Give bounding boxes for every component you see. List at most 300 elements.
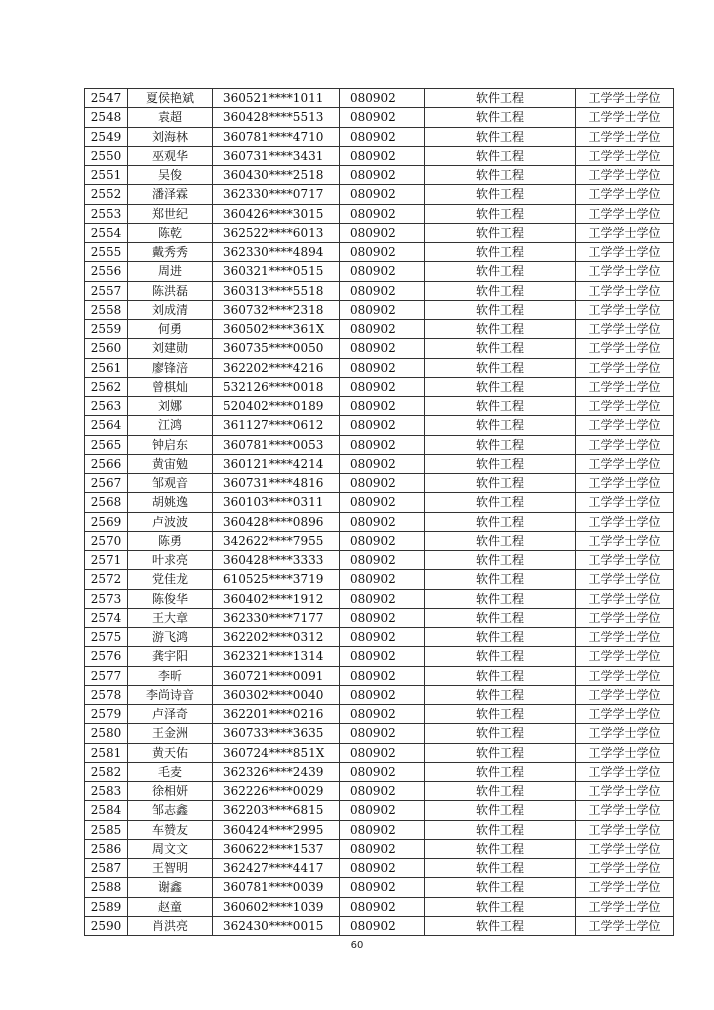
id-number: 360428****0896 — [213, 512, 340, 531]
id-number: 362522****6013 — [213, 223, 340, 242]
major-name: 软件工程 — [425, 416, 576, 435]
id-number: 360781****0039 — [213, 878, 340, 897]
table-row — [85, 262, 674, 281]
student-name: 胡姚逸 — [128, 493, 213, 512]
id-number: 362330****4894 — [213, 243, 340, 262]
row-number: 2564 — [85, 416, 128, 435]
student-name: 肖洪亮 — [128, 916, 213, 935]
table-row — [85, 339, 674, 358]
id-number: 360724****851X — [213, 743, 340, 762]
row-number: 2561 — [85, 358, 128, 377]
major-name: 软件工程 — [425, 647, 576, 666]
student-name: 巫观华 — [128, 146, 213, 165]
row-number: 2552 — [85, 185, 128, 204]
table-row — [85, 859, 674, 878]
table-row — [85, 493, 674, 512]
row-number: 2547 — [85, 89, 128, 108]
degree-type: 工学学士学位 — [576, 493, 674, 512]
major-name: 软件工程 — [425, 127, 576, 146]
degree-type: 工学学士学位 — [576, 512, 674, 531]
id-number: 360602****1039 — [213, 897, 340, 916]
id-number: 360731****4816 — [213, 474, 340, 493]
degree-type: 工学学士学位 — [576, 685, 674, 704]
table-row — [85, 820, 674, 839]
degree-type: 工学学士学位 — [576, 878, 674, 897]
row-number: 2568 — [85, 493, 128, 512]
degree-type: 工学学士学位 — [576, 859, 674, 878]
major-code: 080902 — [340, 454, 425, 473]
table-row — [85, 897, 674, 916]
student-name: 曾棋灿 — [128, 377, 213, 396]
id-number: 362427****4417 — [213, 859, 340, 878]
row-number: 2566 — [85, 454, 128, 473]
major-name: 软件工程 — [425, 435, 576, 454]
degree-type: 工学学士学位 — [576, 820, 674, 839]
row-number: 2548 — [85, 108, 128, 127]
row-number: 2562 — [85, 377, 128, 396]
major-code: 080902 — [340, 127, 425, 146]
table-row — [85, 531, 674, 550]
major-name: 软件工程 — [425, 223, 576, 242]
table-row — [85, 281, 674, 300]
student-name: 车赞友 — [128, 820, 213, 839]
degree-type: 工学学士学位 — [576, 185, 674, 204]
student-name: 黄宙勉 — [128, 454, 213, 473]
major-code: 080902 — [340, 108, 425, 127]
row-number: 2554 — [85, 223, 128, 242]
major-code: 080902 — [340, 512, 425, 531]
major-name: 软件工程 — [425, 493, 576, 512]
id-number: 360424****2995 — [213, 820, 340, 839]
major-name: 软件工程 — [425, 878, 576, 897]
major-code: 080902 — [340, 916, 425, 935]
degree-type: 工学学士学位 — [576, 377, 674, 396]
degree-type: 工学学士学位 — [576, 89, 674, 108]
row-number: 2573 — [85, 589, 128, 608]
student-name: 钟启东 — [128, 435, 213, 454]
student-name: 刘成清 — [128, 300, 213, 319]
degree-type: 工学学士学位 — [576, 897, 674, 916]
id-number: 360781****0053 — [213, 435, 340, 454]
row-number: 2580 — [85, 724, 128, 743]
row-number: 2551 — [85, 166, 128, 185]
major-name: 软件工程 — [425, 589, 576, 608]
row-number: 2550 — [85, 146, 128, 165]
row-number: 2585 — [85, 820, 128, 839]
degree-type: 工学学士学位 — [576, 108, 674, 127]
student-name: 刘娜 — [128, 397, 213, 416]
id-number: 360402****1912 — [213, 589, 340, 608]
degree-type: 工学学士学位 — [576, 397, 674, 416]
degree-type: 工学学士学位 — [576, 320, 674, 339]
row-number: 2587 — [85, 859, 128, 878]
major-name: 软件工程 — [425, 397, 576, 416]
student-name: 周进 — [128, 262, 213, 281]
student-name: 党佳龙 — [128, 570, 213, 589]
id-number: 360733****3635 — [213, 724, 340, 743]
student-name: 李尚诗音 — [128, 685, 213, 704]
major-code: 080902 — [340, 320, 425, 339]
table-row — [85, 397, 674, 416]
row-number: 2579 — [85, 705, 128, 724]
major-name: 软件工程 — [425, 705, 576, 724]
major-code: 080902 — [340, 666, 425, 685]
degree-type: 工学学士学位 — [576, 839, 674, 858]
id-number: 362326****2439 — [213, 762, 340, 781]
student-name: 龚宇阳 — [128, 647, 213, 666]
major-code: 080902 — [340, 570, 425, 589]
major-code: 080902 — [340, 185, 425, 204]
major-code: 080902 — [340, 397, 425, 416]
student-name: 吴俊 — [128, 166, 213, 185]
major-code: 080902 — [340, 531, 425, 550]
id-number: 360103****0311 — [213, 493, 340, 512]
major-code: 080902 — [340, 358, 425, 377]
degree-type: 工学学士学位 — [576, 743, 674, 762]
row-number: 2565 — [85, 435, 128, 454]
row-number: 2569 — [85, 512, 128, 531]
row-number: 2553 — [85, 204, 128, 223]
student-name: 刘建勋 — [128, 339, 213, 358]
student-name: 陈俊华 — [128, 589, 213, 608]
table-row — [85, 782, 674, 801]
major-name: 软件工程 — [425, 454, 576, 473]
row-number: 2574 — [85, 608, 128, 627]
id-number: 362203****6815 — [213, 801, 340, 820]
student-name: 江鸿 — [128, 416, 213, 435]
row-number: 2582 — [85, 762, 128, 781]
id-number: 360521****1011 — [213, 89, 340, 108]
table-row — [85, 743, 674, 762]
student-name: 李昕 — [128, 666, 213, 685]
degree-type: 工学学士学位 — [576, 551, 674, 570]
degree-type: 工学学士学位 — [576, 762, 674, 781]
major-name: 软件工程 — [425, 474, 576, 493]
student-name: 毛麦 — [128, 762, 213, 781]
major-code: 080902 — [340, 377, 425, 396]
degree-type: 工学学士学位 — [576, 801, 674, 820]
major-name: 软件工程 — [425, 204, 576, 223]
id-number: 362330****7177 — [213, 608, 340, 627]
page-number: 60 — [350, 940, 364, 951]
student-name: 邹观音 — [128, 474, 213, 493]
student-name: 卢波波 — [128, 512, 213, 531]
row-number: 2576 — [85, 647, 128, 666]
table-row — [85, 589, 674, 608]
student-name: 潘泽霖 — [128, 185, 213, 204]
major-name: 软件工程 — [425, 512, 576, 531]
id-number: 362430****0015 — [213, 916, 340, 935]
id-number: 360121****4214 — [213, 454, 340, 473]
major-name: 软件工程 — [425, 243, 576, 262]
major-code: 080902 — [340, 724, 425, 743]
major-name: 软件工程 — [425, 859, 576, 878]
table-row — [85, 878, 674, 897]
major-name: 软件工程 — [425, 166, 576, 185]
row-number: 2557 — [85, 281, 128, 300]
row-number: 2549 — [85, 127, 128, 146]
student-name: 徐相妍 — [128, 782, 213, 801]
degree-type: 工学学士学位 — [576, 628, 674, 647]
major-name: 软件工程 — [425, 628, 576, 647]
row-number: 2577 — [85, 666, 128, 685]
major-code: 080902 — [340, 878, 425, 897]
id-number: 362226****0029 — [213, 782, 340, 801]
degree-type: 工学学士学位 — [576, 416, 674, 435]
student-name: 邹志鑫 — [128, 801, 213, 820]
degree-type: 工学学士学位 — [576, 782, 674, 801]
table-row — [85, 685, 674, 704]
degree-type: 工学学士学位 — [576, 358, 674, 377]
table-row — [85, 666, 674, 685]
student-name: 郑世纪 — [128, 204, 213, 223]
major-name: 软件工程 — [425, 897, 576, 916]
major-name: 软件工程 — [425, 339, 576, 358]
major-code: 080902 — [340, 281, 425, 300]
table-row — [85, 127, 674, 146]
degree-list-table — [84, 88, 674, 936]
id-number: 360731****3431 — [213, 146, 340, 165]
major-name: 软件工程 — [425, 531, 576, 550]
id-number: 520402****0189 — [213, 397, 340, 416]
major-name: 软件工程 — [425, 89, 576, 108]
degree-type: 工学学士学位 — [576, 916, 674, 935]
id-number: 360721****0091 — [213, 666, 340, 685]
table-row — [85, 512, 674, 531]
student-name: 黄天佑 — [128, 743, 213, 762]
major-code: 080902 — [340, 474, 425, 493]
major-code: 080902 — [340, 628, 425, 647]
degree-type: 工学学士学位 — [576, 435, 674, 454]
major-code: 080902 — [340, 243, 425, 262]
row-number: 2560 — [85, 339, 128, 358]
degree-type: 工学学士学位 — [576, 570, 674, 589]
student-name: 王金洲 — [128, 724, 213, 743]
major-code: 080902 — [340, 300, 425, 319]
table-row — [85, 435, 674, 454]
table-row — [85, 223, 674, 242]
major-code: 080902 — [340, 801, 425, 820]
table-row — [85, 108, 674, 127]
degree-type: 工学学士学位 — [576, 262, 674, 281]
row-number: 2575 — [85, 628, 128, 647]
major-name: 软件工程 — [425, 300, 576, 319]
table-body — [85, 89, 674, 936]
major-code: 080902 — [340, 551, 425, 570]
row-number: 2570 — [85, 531, 128, 550]
row-number: 2578 — [85, 685, 128, 704]
major-code: 080902 — [340, 608, 425, 627]
id-number: 360313****5518 — [213, 281, 340, 300]
student-name: 王智明 — [128, 859, 213, 878]
major-name: 软件工程 — [425, 608, 576, 627]
major-code: 080902 — [340, 705, 425, 724]
major-code: 080902 — [340, 685, 425, 704]
student-name: 廖锋涪 — [128, 358, 213, 377]
major-name: 软件工程 — [425, 185, 576, 204]
id-number: 342622****7955 — [213, 531, 340, 550]
degree-type: 工学学士学位 — [576, 127, 674, 146]
id-number: 360426****3015 — [213, 204, 340, 223]
major-code: 080902 — [340, 897, 425, 916]
row-number: 2571 — [85, 551, 128, 570]
row-number: 2563 — [85, 397, 128, 416]
major-name: 软件工程 — [425, 839, 576, 858]
table-row — [85, 185, 674, 204]
degree-type: 工学学士学位 — [576, 166, 674, 185]
degree-type: 工学学士学位 — [576, 146, 674, 165]
major-name: 软件工程 — [425, 146, 576, 165]
table-row — [85, 762, 674, 781]
student-name: 叶求亮 — [128, 551, 213, 570]
major-code: 080902 — [340, 146, 425, 165]
major-code: 080902 — [340, 589, 425, 608]
table-row — [85, 454, 674, 473]
table-row — [85, 146, 674, 165]
degree-type: 工学学士学位 — [576, 724, 674, 743]
table-row — [85, 570, 674, 589]
major-code: 080902 — [340, 859, 425, 878]
id-number: 360428****3333 — [213, 551, 340, 570]
degree-type: 工学学士学位 — [576, 589, 674, 608]
degree-type: 工学学士学位 — [576, 223, 674, 242]
row-number: 2581 — [85, 743, 128, 762]
major-name: 软件工程 — [425, 801, 576, 820]
student-name: 周文文 — [128, 839, 213, 858]
student-name: 陈勇 — [128, 531, 213, 550]
table-row — [85, 551, 674, 570]
degree-type: 工学学士学位 — [576, 204, 674, 223]
row-number: 2586 — [85, 839, 128, 858]
id-number: 360735****0050 — [213, 339, 340, 358]
row-number: 2589 — [85, 897, 128, 916]
table-row — [85, 204, 674, 223]
id-number: 362321****1314 — [213, 647, 340, 666]
table-row — [85, 416, 674, 435]
major-code: 080902 — [340, 743, 425, 762]
table-row — [85, 839, 674, 858]
student-name: 陈洪磊 — [128, 281, 213, 300]
major-name: 软件工程 — [425, 916, 576, 935]
major-name: 软件工程 — [425, 262, 576, 281]
id-number: 360622****1537 — [213, 839, 340, 858]
major-code: 080902 — [340, 223, 425, 242]
major-name: 软件工程 — [425, 570, 576, 589]
table-row — [85, 377, 674, 396]
row-number: 2559 — [85, 320, 128, 339]
degree-type: 工学学士学位 — [576, 647, 674, 666]
student-name: 刘海林 — [128, 127, 213, 146]
table-row — [85, 801, 674, 820]
table-row — [85, 647, 674, 666]
table-row — [85, 300, 674, 319]
major-code: 080902 — [340, 435, 425, 454]
major-code: 080902 — [340, 416, 425, 435]
degree-type: 工学学士学位 — [576, 666, 674, 685]
major-name: 软件工程 — [425, 281, 576, 300]
student-name: 卢泽奇 — [128, 705, 213, 724]
major-name: 软件工程 — [425, 743, 576, 762]
id-number: 362330****0717 — [213, 185, 340, 204]
table-row — [85, 474, 674, 493]
row-number: 2583 — [85, 782, 128, 801]
major-code: 080902 — [340, 204, 425, 223]
major-code: 080902 — [340, 820, 425, 839]
major-name: 软件工程 — [425, 108, 576, 127]
degree-type: 工学学士学位 — [576, 531, 674, 550]
id-number: 361127****0612 — [213, 416, 340, 435]
degree-type: 工学学士学位 — [576, 339, 674, 358]
row-number: 2555 — [85, 243, 128, 262]
id-number: 362201****0216 — [213, 705, 340, 724]
table-row — [85, 166, 674, 185]
degree-type: 工学学士学位 — [576, 243, 674, 262]
table-row — [85, 628, 674, 647]
major-name: 软件工程 — [425, 820, 576, 839]
student-name: 赵童 — [128, 897, 213, 916]
degree-type: 工学学士学位 — [576, 608, 674, 627]
id-number: 532126****0018 — [213, 377, 340, 396]
id-number: 360302****0040 — [213, 685, 340, 704]
table-row — [85, 89, 674, 108]
id-number: 362202****0312 — [213, 628, 340, 647]
table-row — [85, 243, 674, 262]
major-code: 080902 — [340, 493, 425, 512]
id-number: 360502****361X — [213, 320, 340, 339]
major-name: 软件工程 — [425, 685, 576, 704]
table-row — [85, 916, 674, 935]
student-name: 戴秀秀 — [128, 243, 213, 262]
row-number: 2588 — [85, 878, 128, 897]
row-number: 2572 — [85, 570, 128, 589]
degree-type: 工学学士学位 — [576, 454, 674, 473]
table-row — [85, 608, 674, 627]
major-name: 软件工程 — [425, 358, 576, 377]
major-code: 080902 — [340, 647, 425, 666]
major-name: 软件工程 — [425, 724, 576, 743]
major-name: 软件工程 — [425, 377, 576, 396]
table-row — [85, 705, 674, 724]
id-number: 360430****2518 — [213, 166, 340, 185]
major-code: 080902 — [340, 89, 425, 108]
student-name: 陈乾 — [128, 223, 213, 242]
student-name: 谢鑫 — [128, 878, 213, 897]
major-code: 080902 — [340, 782, 425, 801]
id-number: 362202****4216 — [213, 358, 340, 377]
student-name: 王大章 — [128, 608, 213, 627]
id-number: 360732****2318 — [213, 300, 340, 319]
student-name: 袁超 — [128, 108, 213, 127]
degree-type: 工学学士学位 — [576, 474, 674, 493]
degree-type: 工学学士学位 — [576, 281, 674, 300]
degree-type: 工学学士学位 — [576, 705, 674, 724]
major-code: 080902 — [340, 339, 425, 358]
degree-type: 工学学士学位 — [576, 300, 674, 319]
id-number: 360781****4710 — [213, 127, 340, 146]
id-number: 610525****3719 — [213, 570, 340, 589]
student-name: 夏侯艳斌 — [128, 89, 213, 108]
table-row — [85, 724, 674, 743]
row-number: 2556 — [85, 262, 128, 281]
major-name: 软件工程 — [425, 782, 576, 801]
table-row — [85, 320, 674, 339]
major-code: 080902 — [340, 839, 425, 858]
id-number: 360428****5513 — [213, 108, 340, 127]
major-name: 软件工程 — [425, 666, 576, 685]
row-number: 2567 — [85, 474, 128, 493]
major-code: 080902 — [340, 262, 425, 281]
major-code: 080902 — [340, 762, 425, 781]
